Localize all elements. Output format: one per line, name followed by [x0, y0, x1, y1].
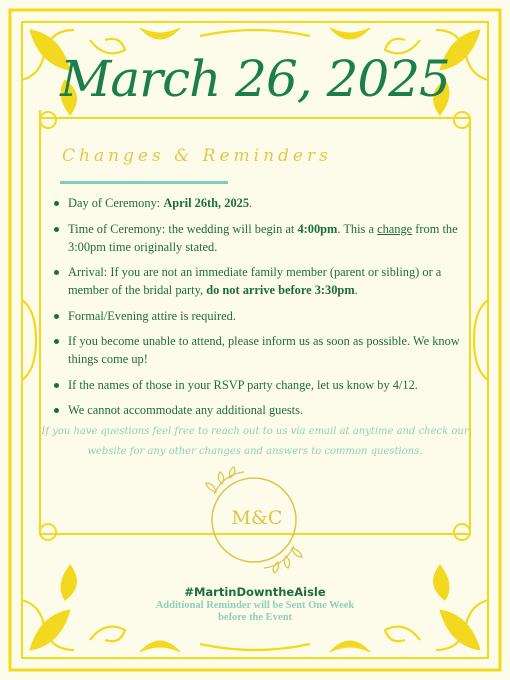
- wedding-hashtag: #MartinDowntheAisle: [184, 585, 326, 599]
- reminder-note: Additional Reminder will be Sent One Week before the Event: [155, 600, 355, 623]
- page-title: March 26, 2025: [60, 50, 450, 108]
- list-item: Day of Ceremony: April 26th, 2025.: [52, 194, 472, 212]
- list-item: We cannot accommodate any additional guests.: [52, 401, 472, 419]
- reminder-list: [52, 194, 472, 427]
- list-item: If the names of those in your RSVP party change, let us know by 4/12.: [52, 376, 472, 394]
- list-item: Formal/Evening attire is required.: [52, 307, 472, 325]
- monogram: M&C: [231, 507, 283, 529]
- questions-note: If you have questions feel free to reach out to us via email at anytime and check our website for any other changes and answers to common questions.: [41, 426, 469, 457]
- list-item: If you become unable to attend, please inform us as soon as possible. We know things come up!: [52, 332, 472, 368]
- heading-underline: [60, 181, 228, 184]
- list-item: Arrival: If you are not an immediate family member (parent or sibling) or a member of the bridal party, do not arrive before 3:30pm.: [52, 263, 472, 299]
- list-item: Time of Ceremony: the wedding will begin at 4:00pm. This a change from the 3:00pm time originally stated.: [52, 220, 472, 256]
- section-heading: Changes & Reminders: [62, 146, 332, 166]
